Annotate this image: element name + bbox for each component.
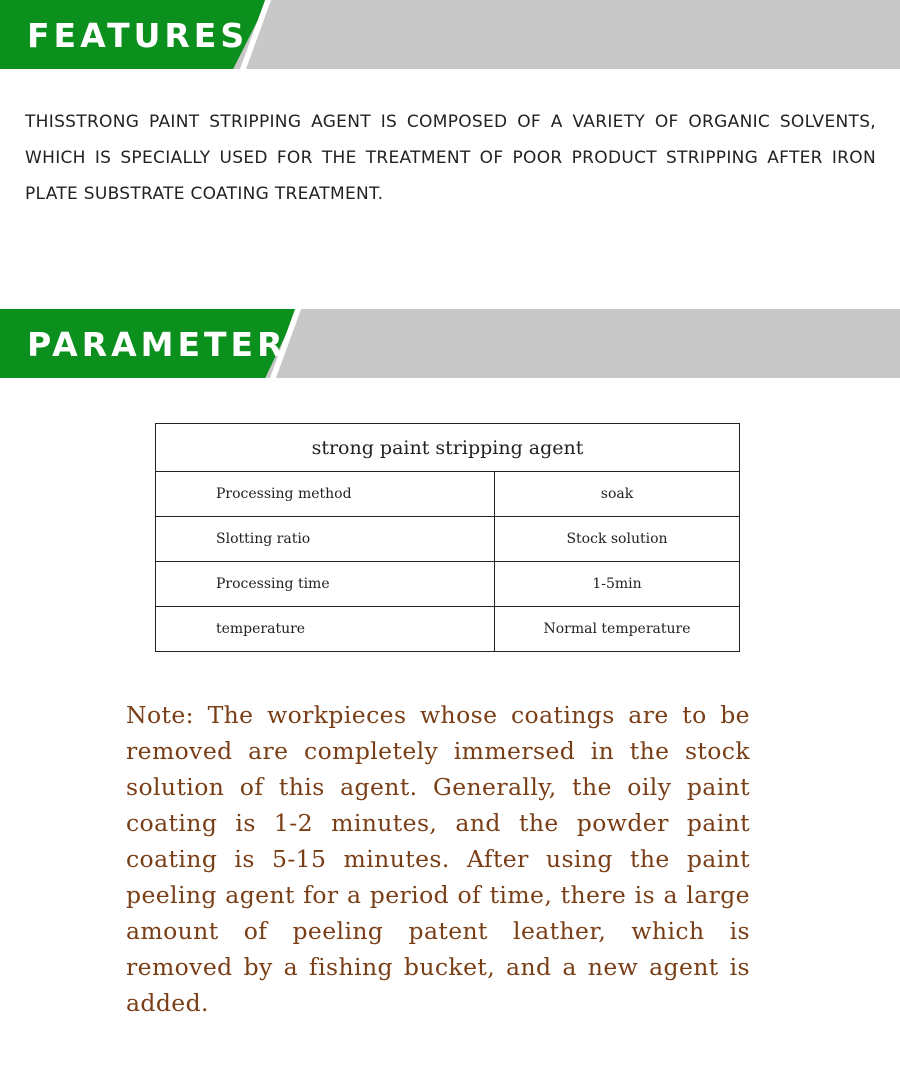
param-key-processing-method: Processing method (156, 472, 495, 517)
features-description: THISSTRONG PAINT STRIPPING AGENT IS COMPOSED OF A VARIETY OF ORGANIC SOLVENTS, WHICH IS SPECIALLY USED FOR THE TREATMENT OF POOR PRODUCT STRIPPING AFTER IRON PLATE SUBSTRATE COATING TREATMENT. (25, 112, 876, 204)
param-value-processing-method: soak (495, 472, 740, 517)
features-banner (0, 0, 900, 69)
features-title: FEATURES (27, 16, 249, 55)
param-value-slotting-ratio: Stock solution (495, 517, 740, 562)
table-row (156, 607, 740, 652)
parameter-title: PARAMETER (27, 325, 287, 364)
param-key-processing-time: Processing time (156, 562, 495, 607)
param-key-temperature: temperature (156, 607, 495, 652)
parameter-table (155, 423, 740, 652)
table-row (156, 562, 740, 607)
param-key-slotting-ratio: Slotting ratio (156, 517, 495, 562)
table-row (156, 517, 740, 562)
parameter-banner (0, 309, 900, 378)
param-value-temperature: Normal temperature (495, 607, 740, 652)
param-value-processing-time: 1-5min (495, 562, 740, 607)
usage-note: Note: The workpieces whose coatings are to be removed are completely immersed in the stock solution of this agent. Generally, the oily paint coating is 1-2 minutes, and the powder paint coating is 5-15 minutes. After using the paint peeling agent for a period of time, there is a large amount of peeling patent leather, which is removed by a fishing bucket, and a new agent is added. (126, 701, 750, 1017)
parameter-table-header-row (156, 424, 740, 472)
parameter-table-header: strong paint stripping agent (156, 424, 740, 472)
table-row (156, 472, 740, 517)
